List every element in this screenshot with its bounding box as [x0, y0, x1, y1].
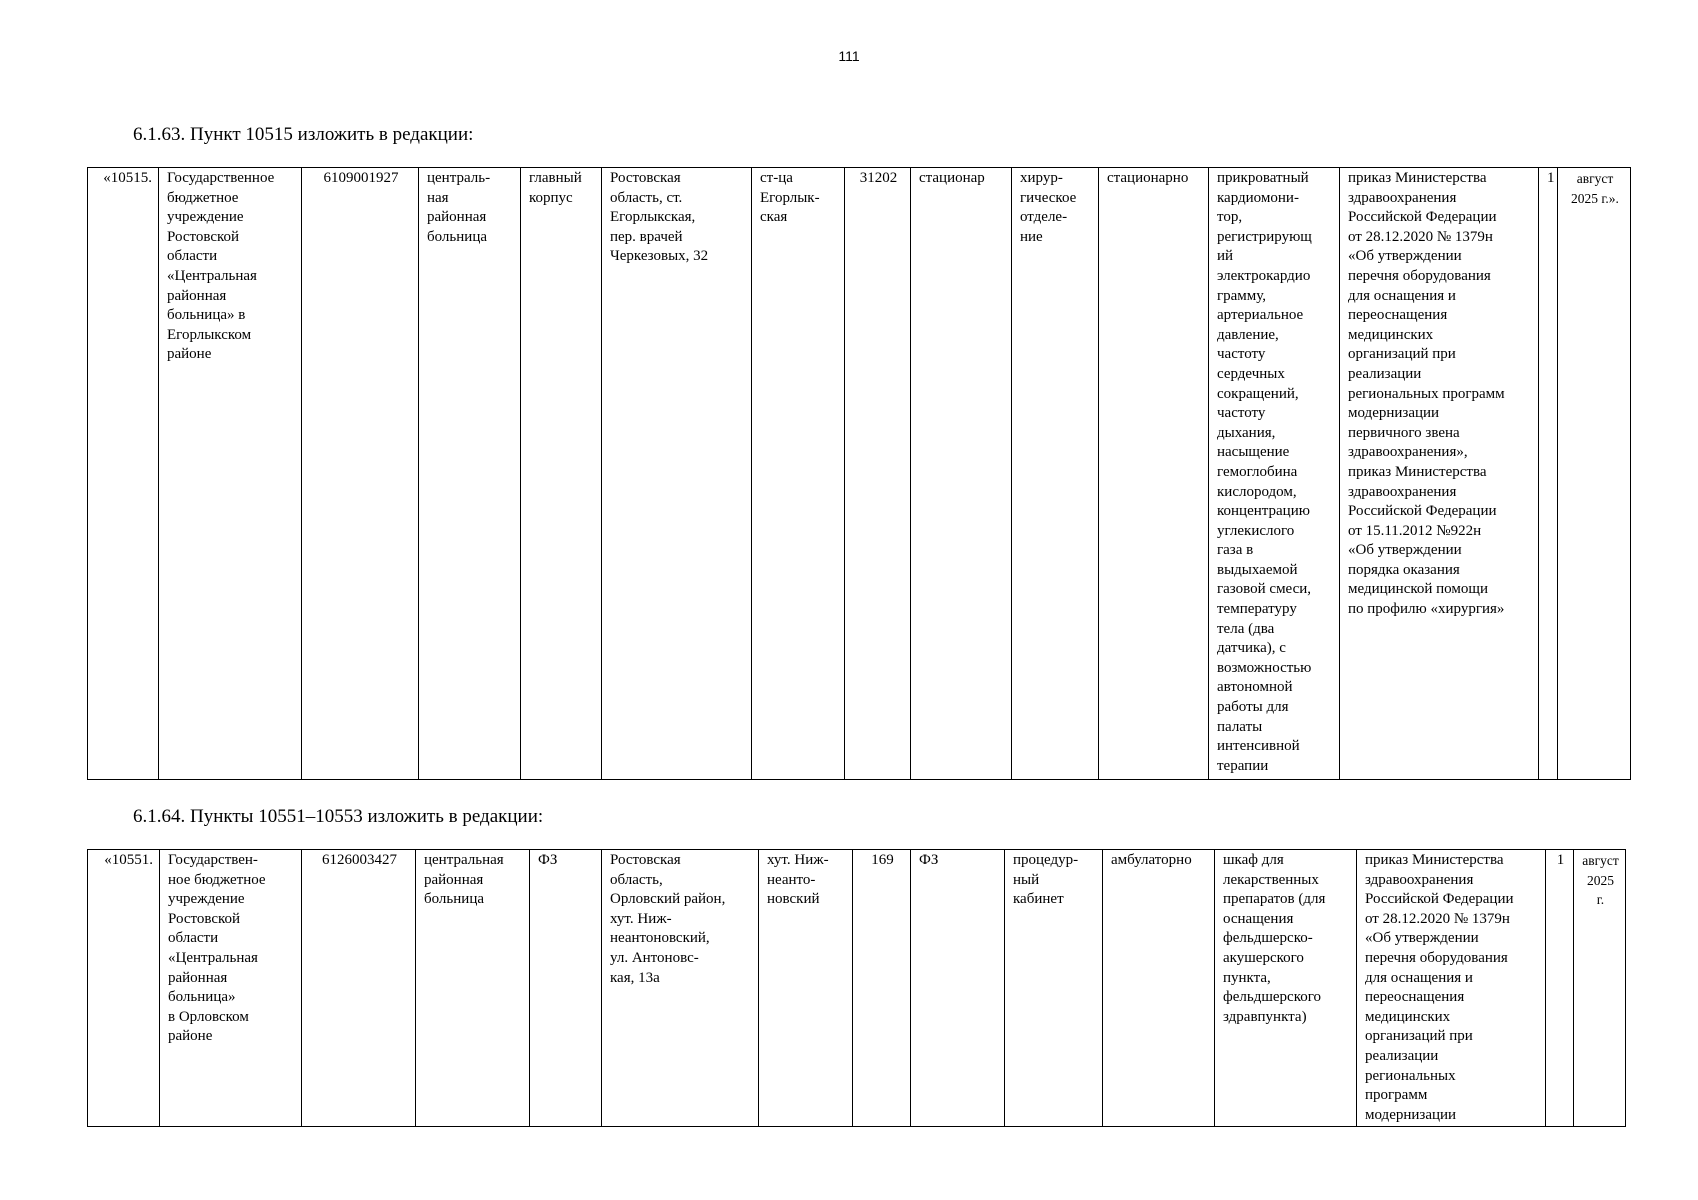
quantity: 1: [1556, 852, 1565, 868]
building-cell: [530, 850, 602, 1127]
equipment-cell: [1215, 850, 1357, 1127]
address-cell: [602, 168, 752, 780]
address-cell: [602, 850, 759, 1127]
department: хирур- гическое отделе- ние: [1020, 170, 1077, 245]
row-number: «10515.: [103, 170, 152, 186]
legal-basis: приказ Министерства здравоохранения Российской Федерации от 28.12.2020 № 1379н «Об утверждении перечня оборудования для оснащения и переоснащения медицинских организаций при реализации региональных программ модернизации: [1365, 852, 1514, 1123]
delivery-date: август 2025 г.».: [1571, 171, 1619, 206]
settlement: хут. Ниж- неанто- новский: [767, 852, 829, 908]
registry-table-10515: [87, 167, 1631, 780]
care-form: амбулаторно: [1111, 852, 1192, 868]
code: 31202: [859, 170, 898, 186]
care-form-cell: [1103, 850, 1215, 1127]
address: Ростовская область, Орловский район, хут. Ниж- неантоновский, ул. Антоновс- кая, 13а: [610, 852, 726, 986]
care-form-cell: [1099, 168, 1209, 780]
care-type: ФЗ: [919, 852, 939, 868]
date-cell: [1558, 168, 1631, 780]
section-heading-10515: 6.1.63. Пункт 10515 изложить в редакции:: [133, 124, 474, 145]
equipment-cell: [1209, 168, 1340, 780]
code: 169: [871, 852, 894, 868]
organization-cell: [160, 850, 302, 1127]
date-cell: [1574, 850, 1626, 1127]
org-type: централь- ная районная больница: [427, 170, 491, 245]
org-type-cell: [416, 850, 530, 1127]
address: Ростовская область, ст. Егорлыкская, пер. врачей Черкезовых, 32: [610, 170, 709, 265]
code-cell: [853, 850, 911, 1127]
delivery-date: август 2025 г.: [1582, 853, 1619, 908]
code-cell: [845, 168, 911, 780]
row-number-cell: [88, 850, 160, 1127]
quantity-cell: [1546, 850, 1574, 1127]
organization-cell: [159, 168, 302, 780]
equipment: шкаф для лекарственных препаратов (для оснащения фельдшерско- акушерского пункта, фельдшерского здравпункта): [1223, 852, 1326, 1025]
inn-cell: [302, 168, 419, 780]
inn-value: 6109001927: [323, 170, 399, 186]
department: процедур- ный кабинет: [1013, 852, 1079, 908]
settlement-cell: [752, 168, 845, 780]
building-cell: [521, 168, 602, 780]
department-cell: [1012, 168, 1099, 780]
settlement-cell: [759, 850, 853, 1127]
row-number: «10551.: [104, 852, 153, 868]
care-form: стационарно: [1107, 170, 1189, 186]
department-cell: [1005, 850, 1103, 1127]
org-type: центральная районная больница: [424, 852, 504, 908]
page-number: 111: [838, 48, 860, 64]
table-row: [88, 168, 1631, 780]
equipment: прикроватный кардиомони- тор, регистрирующ ий электрокардио грамму, артериальное давление, частоту сердечных сокращений, частоту дыхания, насыщение гемоглобина кислородом, концентрацию углекислого газа в выдыхаемой газовой смеси, температуру тела (два датчика), с возможностью автономной работы для палаты интенсивной терапии: [1217, 170, 1312, 774]
settlement: ст-ца Егорлык- ская: [760, 170, 820, 226]
registry-table-10551: [87, 849, 1626, 1127]
care-type-cell: [911, 850, 1005, 1127]
row-number-cell: [88, 168, 159, 780]
inn-cell: [302, 850, 416, 1127]
legal-basis: приказ Министерства здравоохранения Российской Федерации от 28.12.2020 № 1379н «Об утверждении перечня оборудования для оснащения и переоснащения медицинских организаций при реализации региональных программ модернизации первичного звена здравоохранения», приказ Министерства здравоохранения Российской Федерации от 15.11.2012 №922н «Об утверждении порядка оказания медицинской помощи по профилю «хирургия»: [1348, 170, 1505, 618]
inn-value: 6126003427: [322, 852, 397, 868]
org-type-cell: [419, 168, 521, 780]
section-heading-10551: 6.1.64. Пункты 10551–10553 изложить в редакции:: [133, 806, 544, 827]
quantity: 1: [1547, 170, 1555, 186]
building: главный корпус: [529, 170, 582, 206]
quantity-cell: [1539, 168, 1558, 780]
building: ФЗ: [538, 852, 558, 868]
basis-cell: [1340, 168, 1539, 780]
basis-cell: [1357, 850, 1546, 1127]
care-type-cell: [911, 168, 1012, 780]
table-row: [88, 850, 1626, 1127]
organization-name: Государственное бюджетное учреждение Ростовской области «Центральная районная больница» в Егорлыкском районе: [167, 170, 275, 363]
organization-name: Государствен- ное бюджетное учреждение Ростовской области «Центральная районная больница» в Орловском районе: [168, 852, 266, 1045]
care-type: стационар: [919, 170, 985, 186]
